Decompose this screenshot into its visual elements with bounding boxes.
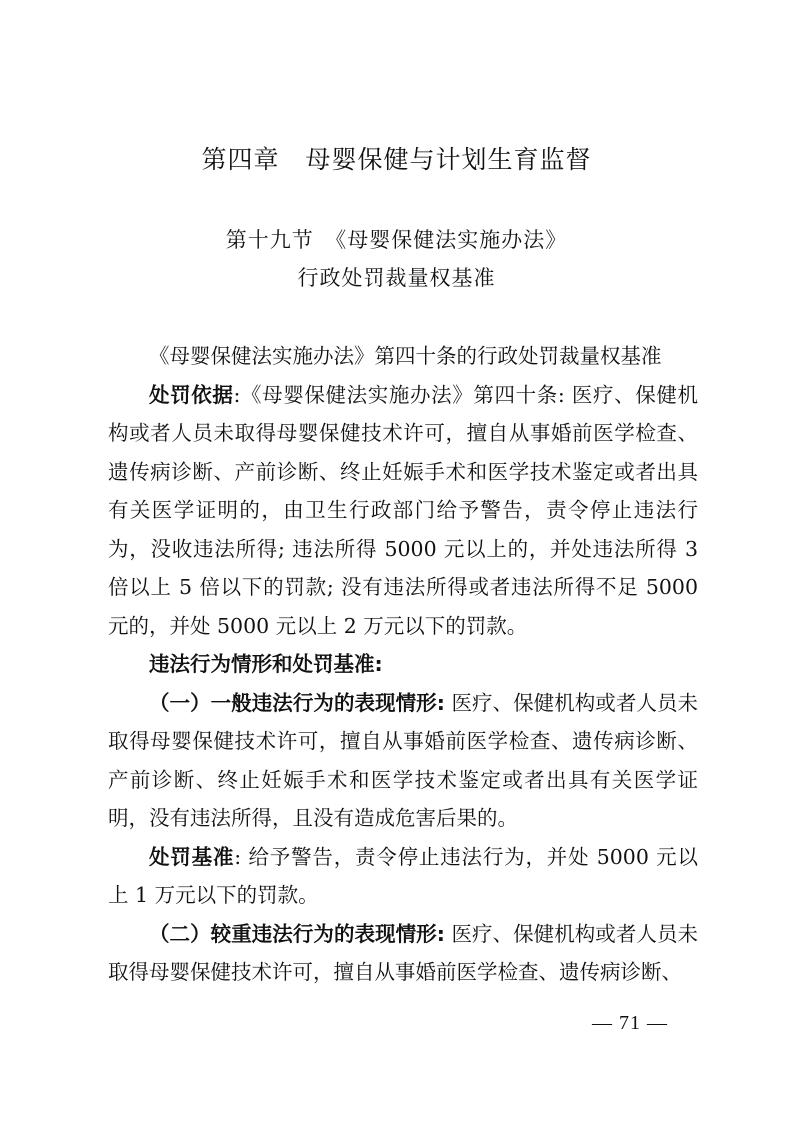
penalty1-label: 处罚基准 <box>149 844 235 869</box>
case2-text: 医疗、保健机构或者人员未取得母婴保健技术许可，擅自从事婚前医学检查、遗传病诊断、 <box>108 921 698 984</box>
basis-label: 处罚依据 <box>149 382 234 407</box>
chapter-title: 第四章 母婴保健与计划生育监督 <box>201 145 592 174</box>
page-number: — 71 — <box>592 1012 668 1034</box>
case1-text: 医疗、保健机构或者人员未取得母婴保健技术许可，擅自从事婚前医学检查、遗传病诊断、产前诊断、终止妊娠手术和医学技术鉴定或者出具有关医学证明，没有违法所得，且没有造成危害后果的。 <box>108 690 698 830</box>
basis-paragraph <box>108 376 698 646</box>
basis-text: :《母婴保健法实施办法》第四十条: 医疗、保健机构或者人员未取得母婴保健技术许可，擅自从事婚前医学检查、遗传病诊断、产前诊断、终止妊娠手术和医学技术鉴定或者出具有关医学证明的，由卫生行政部门给予警告，责令停止违法行为，没收违法所得; 违法所得 5000 元以上的，并处违法所得 3 倍以上 5 倍以下的罚款; 没有违法所得或者违法所得不足 5000 元的，并处 5000 元以上 2 万元以下的罚款。 <box>108 382 698 638</box>
penalty1-text: : 给予警告，责令停止违法行为，并处 5000 元以上 1 万元以下的罚款。 <box>108 844 698 907</box>
penalty1-paragraph <box>108 838 698 915</box>
section-title-line1: 第十九节 《母婴保健法实施办法》 <box>225 228 568 252</box>
case2-paragraph <box>108 915 698 992</box>
article-heading: 《母婴保健法实施办法》第四十条的行政处罚裁量权基准 <box>149 344 662 368</box>
document-body <box>108 337 698 992</box>
case2-label: （二）较重违法行为的表现情形: <box>149 921 445 946</box>
case1-label: （一）一般违法行为的表现情形: <box>149 690 445 715</box>
case1-paragraph <box>108 684 698 838</box>
situations-heading: 违法行为情形和处罚基准: <box>149 652 383 676</box>
section-title-line2: 行政处罚裁量权基准 <box>297 266 496 290</box>
